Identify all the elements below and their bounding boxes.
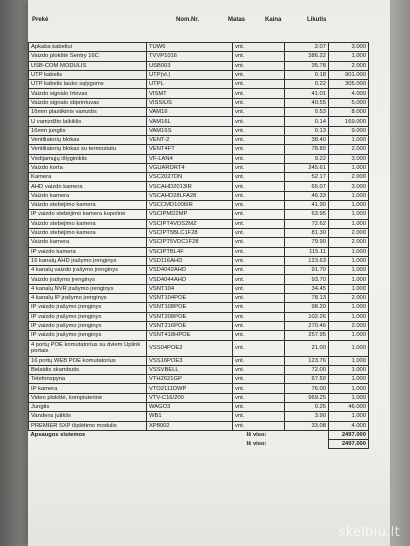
cell-price: 123.76 <box>285 356 329 365</box>
cell-item: 4 kanalų NVR įrašymo įrenginys <box>29 284 147 293</box>
cell-qty: 1.000 <box>329 163 369 172</box>
cell-unit: vnt. <box>233 145 285 154</box>
table-row <box>29 52 369 61</box>
cell-qty: 4.000 <box>329 421 369 430</box>
table-row <box>29 201 369 210</box>
summary-total-label: Iš viso: <box>246 441 267 448</box>
cell-unit: vnt. <box>233 340 285 356</box>
cell-price: 40.55 <box>285 98 329 107</box>
cell-item: Vaizdo stebėjimo kamera <box>29 219 147 228</box>
table-row <box>29 384 369 393</box>
summary-row <box>29 440 369 449</box>
cell-qty: 1.000 <box>329 365 369 374</box>
cell-item: IP vaizdo stebėjimo kamera kupolinė <box>29 210 147 219</box>
cell-price: 245.61 <box>285 163 329 172</box>
cell-price: 91.70 <box>285 266 329 275</box>
cell-qty: 1.000 <box>329 356 369 365</box>
table-row <box>29 375 369 384</box>
cell-qty: 169.000 <box>329 117 369 126</box>
cell-price: 72.00 <box>285 365 329 374</box>
cell-unit: vnt. <box>233 266 285 275</box>
cell-code: VSCAHD28LFA28 <box>147 191 233 200</box>
cell-qty: 2.000 <box>329 294 369 303</box>
cell-price: 386.22 <box>285 52 329 61</box>
header-unit: Matas <box>228 17 246 23</box>
cell-qty: 1.000 <box>329 384 369 393</box>
cell-qty: 2.000 <box>329 228 369 237</box>
cell-unit: vnt. <box>233 421 285 430</box>
cell-price: 9.22 <box>285 154 329 163</box>
cell-qty: 2.000 <box>329 321 369 330</box>
cell-price: 72.62 <box>285 219 329 228</box>
cell-price: 257.95 <box>285 331 329 340</box>
cell-qty: 5.000 <box>329 98 369 107</box>
table-row <box>29 219 369 228</box>
cell-price: 0.13 <box>285 126 329 135</box>
cell-qty: 1.000 <box>329 303 369 312</box>
table-row <box>29 266 369 275</box>
cell-unit: vnt. <box>233 98 285 107</box>
table-row <box>29 108 369 117</box>
summary-spacer <box>147 430 233 439</box>
table-row <box>29 210 369 219</box>
table-row <box>29 303 369 312</box>
cell-unit: vnt. <box>233 247 285 256</box>
cell-code: VSNT104 <box>147 284 233 293</box>
table-row <box>29 256 369 265</box>
summary-spacer <box>147 440 233 449</box>
cell-item: Vėdijamųjų išlyginiklis <box>29 154 147 163</box>
cell-unit: vnt. <box>233 154 285 163</box>
header-price: Kaina <box>265 17 282 23</box>
cell-item: Telefonspyna <box>29 375 147 384</box>
cell-price: 115.11 <box>285 247 329 256</box>
cell-price: 123.63 <box>285 256 329 265</box>
cell-qty: 1.000 <box>329 201 369 210</box>
cell-code: TUW6 <box>147 43 233 52</box>
cell-price: 65.07 <box>285 182 329 191</box>
cell-qty: 1.000 <box>329 312 369 321</box>
cell-code: VISMT <box>147 89 233 98</box>
cell-qty: 46.000 <box>329 402 369 411</box>
cell-code: VAM16 <box>147 108 233 117</box>
cell-item: Vaizdo stebėjimo kamera <box>29 201 147 210</box>
cell-item: Vaizdo plokštė Sentry 16C <box>29 52 147 61</box>
cell-qty: 3.000 <box>329 182 369 191</box>
cell-price: 63.95 <box>285 210 329 219</box>
cell-unit: vnt. <box>233 117 285 126</box>
table-row <box>29 331 369 340</box>
cell-price: 93.70 <box>285 275 329 284</box>
summary-rows <box>29 430 369 449</box>
cell-code: VSD4044AHD <box>147 275 233 284</box>
cell-qty: 1.000 <box>329 266 369 275</box>
table-row <box>29 70 369 79</box>
cell-price: 78.13 <box>285 294 329 303</box>
cell-code: VSSVBELL <box>147 365 233 374</box>
cell-qty: 2.000 <box>329 61 369 70</box>
cell-qty: 1.000 <box>329 375 369 384</box>
cell-unit: vnt. <box>233 43 285 52</box>
cell-unit: vnt. <box>233 173 285 182</box>
inventory-table <box>28 42 369 449</box>
cell-price: 2.07 <box>285 43 329 52</box>
header-qty: Likutis <box>307 17 327 23</box>
cell-price: 21.00 <box>285 340 329 356</box>
cell-item: Vandens jutiklis <box>29 412 147 421</box>
table-row <box>29 89 369 98</box>
header-item: Prekė <box>32 17 49 23</box>
cell-price: 3.90 <box>285 412 329 421</box>
table-row <box>29 393 369 402</box>
cell-qty: 1.000 <box>329 219 369 228</box>
table-row <box>29 365 369 374</box>
cell-price: 41.90 <box>285 201 329 210</box>
table-row <box>29 312 369 321</box>
cell-unit: vnt. <box>233 80 285 89</box>
cell-item: Vaizdo kamera <box>29 191 147 200</box>
cell-price: 98.20 <box>285 303 329 312</box>
cell-unit: vnt. <box>233 70 285 79</box>
cell-item: IP kamera <box>29 384 147 393</box>
table-row <box>29 238 369 247</box>
cell-code: WB1 <box>147 412 233 421</box>
cell-price: 102.26 <box>285 312 329 321</box>
cell-price: 33.08 <box>285 421 329 430</box>
summary-total-label: Iš viso: <box>246 432 267 439</box>
cell-price: 67.50 <box>285 375 329 384</box>
cell-qty: 1.000 <box>329 331 369 340</box>
table-row <box>29 421 369 430</box>
cell-unit: vnt. <box>233 284 285 293</box>
cell-code: VSNT108POE <box>147 303 233 312</box>
table-row <box>29 145 369 154</box>
cell-code: VSNT208POE <box>147 312 233 321</box>
cell-unit: vnt. <box>233 191 285 200</box>
cell-item: Vaizdo stebėjimo kamera <box>29 228 147 237</box>
cell-price: 0.25 <box>285 402 329 411</box>
cell-code: VSCAHD2013IR <box>147 182 233 191</box>
table-row <box>29 163 369 172</box>
cell-unit: vnt. <box>233 256 285 265</box>
cell-qty: 4.000 <box>329 89 369 98</box>
cell-qty: 2.000 <box>329 145 369 154</box>
cell-unit: vnt. <box>233 182 285 191</box>
cell-code: VAM16L <box>147 117 233 126</box>
cell-unit: vnt. <box>233 402 285 411</box>
table-row <box>29 284 369 293</box>
cell-price: 270.46 <box>285 321 329 330</box>
cell-code: VSC2027DN <box>147 173 233 182</box>
cell-code: VTO2111DWP <box>147 384 233 393</box>
cell-unit: vnt. <box>233 384 285 393</box>
cell-price: 52.17 <box>285 173 329 182</box>
cell-unit: vnt. <box>233 89 285 98</box>
table-row <box>29 191 369 200</box>
cell-item: IP vaizdo įrašymo įrenginys <box>29 321 147 330</box>
cell-price: 35.78 <box>285 61 329 70</box>
cell-qty: 901.000 <box>329 70 369 79</box>
table-row <box>29 294 369 303</box>
cell-code: WAGO3 <box>147 402 233 411</box>
cell-code: VSCIPT5BLC1F28 <box>147 228 233 237</box>
table-row <box>29 154 369 163</box>
cell-qty: 1.000 <box>329 191 369 200</box>
cell-price: 81.30 <box>285 228 329 237</box>
cell-qty: 1.000 <box>329 247 369 256</box>
table-row <box>29 98 369 107</box>
cell-qty: 1.000 <box>329 52 369 61</box>
cell-unit: vnt. <box>233 375 285 384</box>
cell-item: Ventiliatorių blokas su termostatu <box>29 145 147 154</box>
cell-code: VAM16S <box>147 126 233 135</box>
cell-price: 0.14 <box>285 117 329 126</box>
table-row <box>29 321 369 330</box>
cell-code: VF-LAN4 <box>147 154 233 163</box>
cell-item: IP vaizdo įrašymo įrenginys <box>29 303 147 312</box>
cell-unit: vnt. <box>233 331 285 340</box>
cell-qty: 3.000 <box>329 154 369 163</box>
cell-qty: 1.000 <box>329 210 369 219</box>
cell-item: 4 kanalų vaizdo įrašymo įrenginys <box>29 266 147 275</box>
cell-code: VGUARDRT4 <box>147 163 233 172</box>
cell-item: AHD vaizdo kamera <box>29 182 147 191</box>
cell-code: VSNT418HPOE <box>147 331 233 340</box>
table-row <box>29 135 369 144</box>
cell-qty: 1.000 <box>329 256 369 265</box>
table-row <box>29 173 369 182</box>
cell-price: 38.40 <box>285 135 329 144</box>
inventory-rows <box>29 43 369 431</box>
table-row <box>29 402 369 411</box>
cell-qty: 1.000 <box>329 340 369 356</box>
table-header <box>28 0 390 24</box>
cell-unit: vnt. <box>233 356 285 365</box>
cell-qty: 3.000 <box>329 43 369 52</box>
cell-item: PREMIER SXP išplėtimo modulis <box>29 421 147 430</box>
cell-unit: vnt. <box>233 365 285 374</box>
cell-qty: 305.000 <box>329 80 369 89</box>
cell-code: VSD116AHD <box>147 256 233 265</box>
cell-unit: vnt. <box>233 228 285 237</box>
cell-unit: vnt. <box>233 294 285 303</box>
cell-item: Vaizdo kamera <box>29 238 147 247</box>
cell-unit: vnt. <box>233 201 285 210</box>
cell-qty: 2.000 <box>329 173 369 182</box>
cell-code: UTPL <box>147 80 233 89</box>
cell-code: USB003 <box>147 61 233 70</box>
cell-unit: vnt. <box>233 52 285 61</box>
cell-price: 76.00 <box>285 384 329 393</box>
cell-unit: vnt. <box>233 108 285 117</box>
table-row <box>29 126 369 135</box>
summary-label <box>29 440 147 449</box>
cell-item: Vaizdo įrašymo įrenginys <box>29 275 147 284</box>
cell-price: 46.33 <box>285 191 329 200</box>
cell-code: TVVP1016 <box>147 52 233 61</box>
summary-row <box>29 430 369 439</box>
cell-unit: vnt. <box>233 61 285 70</box>
cell-code: VSNT216POE <box>147 321 233 330</box>
cell-price: 0.18 <box>285 70 329 79</box>
cell-price: 41.01 <box>285 89 329 98</box>
cell-code: VSS16POE3 <box>147 356 233 365</box>
cell-qty: 1.000 <box>329 135 369 144</box>
cell-unit: vnt. <box>233 412 285 421</box>
cell-item: UTP kabelis <box>29 70 147 79</box>
cell-code: VSS04POE2 <box>147 340 233 356</box>
cell-code: VENT-2 <box>147 135 233 144</box>
table-row <box>29 61 369 70</box>
cell-price: 34.45 <box>285 284 329 293</box>
cell-unit: vnt. <box>233 312 285 321</box>
cell-code: VSCIPTBL4F <box>147 247 233 256</box>
cell-unit: vnt. <box>233 219 285 228</box>
cell-item: Vaizdo signalo stiprintuvas <box>29 98 147 107</box>
cell-code: VSCCMD1006IR <box>147 201 233 210</box>
cell-qty: 1.000 <box>329 284 369 293</box>
cell-item: Jungtis <box>29 402 147 411</box>
cell-item: 16mm plastikinis vamzdis <box>29 108 147 117</box>
table-row <box>29 340 369 356</box>
cell-item: Ventiliatorių blokas <box>29 135 147 144</box>
cell-item: IP vaizdo kamera <box>29 247 147 256</box>
cell-item: 16 kanalų AHD įrašymo įrenginys <box>29 256 147 265</box>
cell-unit: vnt. <box>233 126 285 135</box>
cell-item: 4 portų POE komutatorius su dviem Uplink portais <box>29 340 147 356</box>
cell-code: VSCIPT5VDC1F28 <box>147 238 233 247</box>
summary-total-value: 2497.000 <box>329 440 369 449</box>
cell-unit: vnt. <box>233 275 285 284</box>
cell-code: VSCIPMD2MP <box>147 210 233 219</box>
cell-unit: vnt. <box>233 303 285 312</box>
cell-code: VISSIUS <box>147 98 233 107</box>
table-row <box>29 228 369 237</box>
cell-price: 969.25 <box>285 393 329 402</box>
cell-qty: 1.000 <box>329 412 369 421</box>
cell-code: VSNT104POE <box>147 294 233 303</box>
cell-item: Video plokštė, kompiuterinė <box>29 393 147 402</box>
cell-item: 4 kanalų IP įrašymo įrenginys <box>29 294 147 303</box>
table-row <box>29 80 369 89</box>
table-row <box>29 247 369 256</box>
inventory-sheet <box>28 0 390 546</box>
cell-price: 78.80 <box>285 145 329 154</box>
table-row <box>29 43 369 52</box>
cell-item: U vamzdžio laikiklis <box>29 117 147 126</box>
cell-qty: 2.000 <box>329 238 369 247</box>
cell-unit: vnt. <box>233 238 285 247</box>
cell-code: VTV-C16/200 <box>147 393 233 402</box>
cell-code: UTP(vl.) <box>147 70 233 79</box>
cell-item: Kamera <box>29 173 147 182</box>
cell-qty: 1.000 <box>329 393 369 402</box>
cell-item: UTP kabelis lauko sąlygoms <box>29 80 147 89</box>
summary-total-value: 2497.000 <box>329 430 369 439</box>
cell-price: 0.22 <box>285 80 329 89</box>
cell-item: Apkaba kabeliui <box>29 43 147 52</box>
cell-price: 0.53 <box>285 108 329 117</box>
cell-item: Belaidis skambutis <box>29 365 147 374</box>
cell-item: 16 portų WEB POE komutatorius <box>29 356 147 365</box>
summary-label: Apsaugos sistemos <box>30 432 86 439</box>
cell-qty: 1.000 <box>329 275 369 284</box>
cell-qty: 9.000 <box>329 126 369 135</box>
cell-qty: 8.000 <box>329 108 369 117</box>
table-row <box>29 356 369 365</box>
cell-item: 16mm jungtis <box>29 126 147 135</box>
cell-code: VENT4FT <box>147 145 233 154</box>
cell-item: IP vaizdo įrašymo įrenginys <box>29 312 147 321</box>
cell-item: IP vaizdo įrašymo įrenginys <box>29 331 147 340</box>
cell-price: 79.90 <box>285 238 329 247</box>
watermark-text: skelbiu.lt <box>338 525 400 540</box>
cell-item: Vaizdo signalo īrtovas <box>29 89 147 98</box>
cell-code: VSCIPT4VDS2MZ <box>147 219 233 228</box>
table-row <box>29 275 369 284</box>
table-row <box>29 412 369 421</box>
cell-code: VSD4042AHD <box>147 266 233 275</box>
cell-unit: vnt. <box>233 135 285 144</box>
cell-code: VTH2621GP <box>147 375 233 384</box>
cell-unit: vnt. <box>233 393 285 402</box>
cell-code: XP8002 <box>147 421 233 430</box>
cell-item: USB-COM MODULIS <box>29 61 147 70</box>
table-row <box>29 182 369 191</box>
cell-item: Vaizdo korta <box>29 163 147 172</box>
cell-unit: vnt. <box>233 210 285 219</box>
header-code: Nom.Nr. <box>176 17 200 23</box>
cell-unit: vnt. <box>233 163 285 172</box>
table-row <box>29 117 369 126</box>
cell-unit: vnt. <box>233 321 285 330</box>
